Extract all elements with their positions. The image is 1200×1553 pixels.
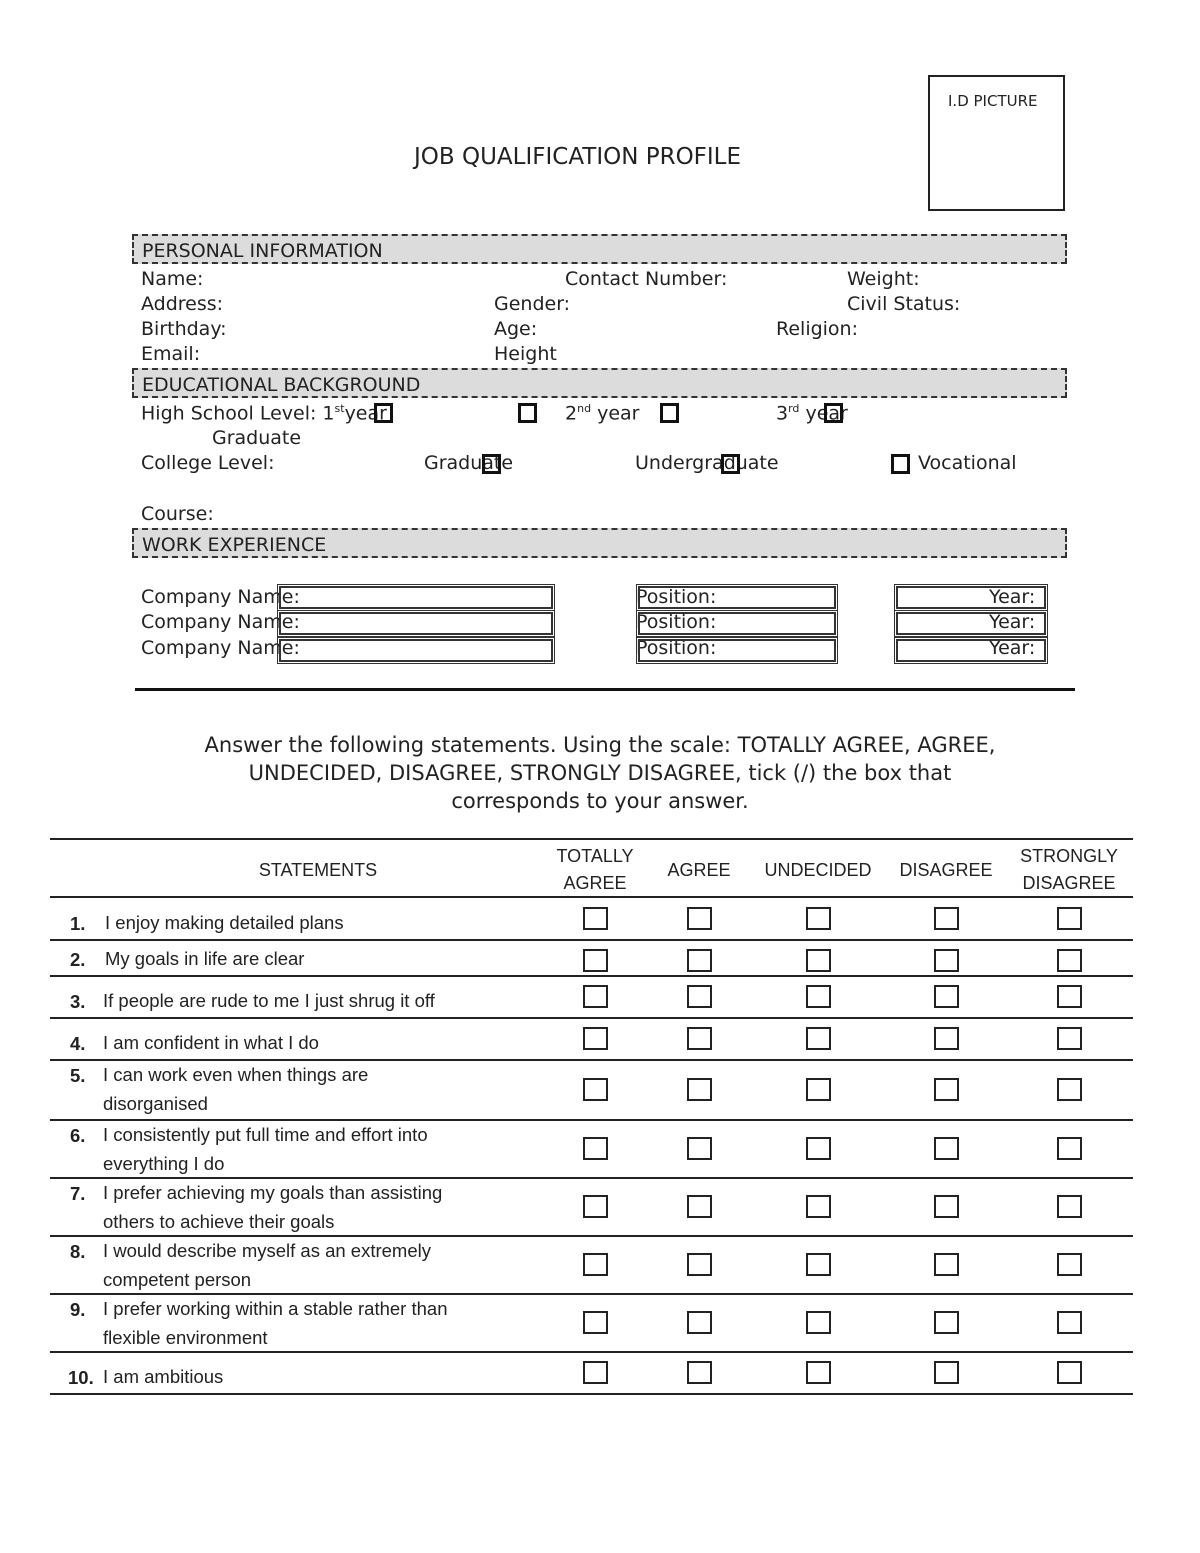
- section-divider: [135, 688, 1075, 691]
- table-top-border: [50, 838, 1133, 840]
- rating-checkbox-disagree[interactable]: [934, 1361, 959, 1384]
- rating-checkbox-undecided[interactable]: [806, 1195, 831, 1218]
- rating-checkbox-totally-agree[interactable]: [583, 1078, 608, 1101]
- college-undergraduate-label: Undergraduate: [635, 452, 779, 474]
- rating-checkbox-disagree[interactable]: [934, 1137, 959, 1160]
- rating-checkbox-totally-agree[interactable]: [583, 1195, 608, 1218]
- statement-text: [103, 986, 435, 1015]
- year-label: Year:: [989, 586, 1036, 608]
- rating-checkbox-totally-agree[interactable]: [583, 1027, 608, 1050]
- statement-number: 6.: [70, 1125, 86, 1146]
- rating-checkbox-undecided[interactable]: [806, 1311, 831, 1334]
- header-totally-agree: TOTALLY AGREE: [556, 846, 634, 893]
- year-field[interactable]: [896, 586, 1046, 609]
- header-statements: STATEMENTS: [258, 860, 378, 880]
- statement-number: 4.: [70, 1033, 86, 1054]
- college-graduate-label: Graduate: [424, 452, 514, 474]
- header-disagree: DISAGREE: [899, 860, 993, 880]
- course-label: Course:: [141, 503, 214, 525]
- rating-checkbox-undecided[interactable]: [806, 1137, 831, 1160]
- age-label: Age:: [494, 318, 538, 340]
- rating-checkbox-agree[interactable]: [687, 1195, 712, 1218]
- rating-checkbox-undecided[interactable]: [806, 907, 831, 930]
- statement-line: disorganised: [103, 1093, 208, 1114]
- instruction-line: corresponds to your answer.: [451, 789, 749, 813]
- instruction-line: UNDECIDED, DISAGREE, STRONGLY DISAGREE, tick (/) the box that: [248, 761, 952, 785]
- statement-number: 5.: [70, 1065, 86, 1086]
- rating-checkbox-undecided[interactable]: [806, 985, 831, 1008]
- statement-number: 10.: [68, 1367, 94, 1388]
- company-name-label: Company Name:: [141, 611, 300, 633]
- personal-info-heading: PERSONAL INFORMATION: [142, 240, 383, 262]
- rating-checkbox-undecided[interactable]: [806, 1027, 831, 1050]
- rating-checkbox-undecided[interactable]: [806, 1361, 831, 1384]
- weight-label: Weight:: [847, 268, 920, 290]
- position-label: Position:: [636, 586, 717, 608]
- row-divider: [50, 975, 1133, 977]
- gender-label: Gender:: [494, 293, 571, 315]
- rating-checkbox-strongly-disagree[interactable]: [1057, 1078, 1082, 1101]
- statement-line: I am ambitious: [103, 1366, 224, 1387]
- height-label: Height: [494, 343, 557, 365]
- hs-1st-year-checkbox[interactable]: [374, 403, 393, 423]
- civil-status-label: Civil Status:: [847, 293, 961, 315]
- birthday-label: Birthday:: [141, 318, 227, 340]
- rating-checkbox-strongly-disagree[interactable]: [1057, 949, 1082, 972]
- statement-text: [105, 944, 304, 973]
- statement-number: 1.: [70, 913, 86, 934]
- company-name-field[interactable]: [279, 612, 553, 635]
- table-header-border: [50, 896, 1133, 898]
- instructions: [0, 731, 1200, 815]
- statement-line: competent person: [103, 1269, 252, 1290]
- company-name-label: Company Name:: [141, 586, 300, 608]
- rating-checkbox-agree[interactable]: [687, 1078, 712, 1101]
- year-label: Year:: [989, 637, 1036, 659]
- company-name-field[interactable]: [279, 639, 553, 662]
- rating-checkbox-agree[interactable]: [687, 1361, 712, 1384]
- statement-text: [103, 1362, 223, 1391]
- rating-checkbox-disagree[interactable]: [934, 949, 959, 972]
- id-picture-box: [928, 75, 1065, 211]
- contact-number-label: Contact Number:: [565, 268, 728, 290]
- rating-checkbox-strongly-disagree[interactable]: [1057, 985, 1082, 1008]
- hs-graduate-label: Graduate: [212, 427, 302, 449]
- statement-line: flexible environment: [103, 1327, 268, 1348]
- work-experience-band: [132, 528, 1067, 558]
- rating-checkbox-disagree[interactable]: [934, 1195, 959, 1218]
- email-label: Email:: [141, 343, 201, 365]
- rating-checkbox-agree[interactable]: [687, 985, 712, 1008]
- position-field[interactable]: [638, 612, 836, 635]
- company-name-field[interactable]: [279, 586, 553, 609]
- year-label: Year:: [989, 611, 1036, 633]
- position-label: Position:: [636, 637, 717, 659]
- header-agree: AGREE: [667, 860, 731, 880]
- statement-number: 8.: [70, 1241, 86, 1262]
- position-field[interactable]: [638, 639, 836, 662]
- row-divider: [50, 1393, 1133, 1395]
- statement-line: I consistently put full time and effort into: [103, 1124, 428, 1145]
- id-picture-label: I.D PICTURE: [948, 92, 1038, 110]
- statement-line: I enjoy making detailed plans: [105, 912, 344, 933]
- rating-checkbox-totally-agree[interactable]: [583, 1137, 608, 1160]
- college-level-label: College Level:: [141, 452, 275, 474]
- rating-checkbox-strongly-disagree[interactable]: [1057, 1137, 1082, 1160]
- row-divider: [50, 939, 1133, 941]
- education-band: [132, 368, 1067, 398]
- rating-checkbox-strongly-disagree[interactable]: [1057, 907, 1082, 930]
- statement-line: I can work even when things are: [103, 1064, 369, 1085]
- rating-checkbox-disagree[interactable]: [934, 1027, 959, 1050]
- statement-line: My goals in life are clear: [105, 948, 305, 969]
- statement-text: [103, 1236, 431, 1294]
- rating-checkbox-totally-agree[interactable]: [583, 1361, 608, 1384]
- statement-number: 3.: [70, 991, 86, 1012]
- college-vocational-checkbox[interactable]: [891, 454, 910, 474]
- hs-2nd-year-label: 2nd year: [565, 402, 640, 425]
- year-field[interactable]: [896, 612, 1046, 635]
- statement-text: [103, 1178, 442, 1236]
- rating-checkbox-undecided[interactable]: [806, 1253, 831, 1276]
- statement-line: I would describe myself as an extremely: [103, 1240, 431, 1261]
- rating-checkbox-disagree[interactable]: [934, 1078, 959, 1101]
- hs-3rd-year-label: 3rd year: [776, 402, 848, 425]
- college-vocational-label: Vocational: [918, 452, 1017, 474]
- rating-checkbox-disagree[interactable]: [934, 1311, 959, 1334]
- rating-checkbox-strongly-disagree[interactable]: [1057, 1361, 1082, 1384]
- statement-text: [105, 908, 344, 937]
- statement-number: 7.: [70, 1183, 86, 1204]
- high-school-label: High School Level: 1styear: [141, 402, 387, 425]
- rating-checkbox-totally-agree[interactable]: [583, 949, 608, 972]
- personal-info-band: [132, 234, 1067, 264]
- hs-graduate-checkbox[interactable]: [518, 403, 537, 423]
- rating-checkbox-totally-agree[interactable]: [583, 1311, 608, 1334]
- row-divider: [50, 1351, 1133, 1353]
- header-strongly-disagree: STRONGLY DISAGREE: [1020, 846, 1118, 893]
- statement-text: [103, 1120, 428, 1178]
- statement-line: everything I do: [103, 1153, 225, 1174]
- instruction-line: Answer the following statements. Using the scale: TOTALLY AGREE, AGREE,: [204, 733, 996, 757]
- work-experience-heading: WORK EXPERIENCE: [142, 534, 327, 556]
- rating-checkbox-strongly-disagree[interactable]: [1057, 1311, 1082, 1334]
- rating-checkbox-strongly-disagree[interactable]: [1057, 1027, 1082, 1050]
- college-undergraduate-checkbox[interactable]: [721, 454, 740, 474]
- rating-checkbox-agree[interactable]: [687, 1253, 712, 1276]
- rating-checkbox-agree[interactable]: [687, 1027, 712, 1050]
- rating-checkbox-disagree[interactable]: [934, 1253, 959, 1276]
- rating-checkbox-undecided[interactable]: [806, 1078, 831, 1101]
- statement-number: 9.: [70, 1299, 86, 1320]
- hs-3rd-year-checkbox[interactable]: [824, 403, 843, 423]
- statement-line: others to achieve their goals: [103, 1211, 335, 1232]
- year-field[interactable]: [896, 639, 1046, 662]
- statement-text: [103, 1294, 447, 1352]
- name-label: Name:: [141, 268, 204, 290]
- rating-checkbox-undecided[interactable]: [806, 949, 831, 972]
- rating-checkbox-totally-agree[interactable]: [583, 907, 608, 930]
- rating-checkbox-agree[interactable]: [687, 949, 712, 972]
- education-heading: EDUCATIONAL BACKGROUND: [142, 374, 421, 396]
- hs-2nd-year-checkbox[interactable]: [660, 403, 679, 423]
- address-label: Address:: [141, 293, 224, 315]
- rating-checkbox-agree[interactable]: [687, 1137, 712, 1160]
- header-undecided: UNDECIDED: [764, 860, 872, 880]
- college-graduate-checkbox[interactable]: [482, 454, 501, 474]
- statement-line: I prefer working within a stable rather than: [103, 1298, 448, 1319]
- rating-checkbox-disagree[interactable]: [934, 985, 959, 1008]
- statement-line: I prefer achieving my goals than assisting: [103, 1182, 443, 1203]
- statement-text: [103, 1028, 319, 1057]
- rating-checkbox-agree[interactable]: [687, 907, 712, 930]
- company-name-label: Company Name:: [141, 637, 300, 659]
- rating-checkbox-totally-agree[interactable]: [583, 985, 608, 1008]
- page-title: JOB QUALIFICATION PROFILE: [414, 144, 742, 170]
- row-divider: [50, 1017, 1133, 1019]
- statement-line: If people are rude to me I just shrug it off: [103, 990, 435, 1011]
- rating-checkbox-agree[interactable]: [687, 1311, 712, 1334]
- position-field[interactable]: [638, 586, 836, 609]
- rating-checkbox-disagree[interactable]: [934, 907, 959, 930]
- statement-number: 2.: [70, 949, 86, 970]
- statement-text: [103, 1060, 368, 1118]
- religion-label: Religion:: [776, 318, 859, 340]
- rating-checkbox-strongly-disagree[interactable]: [1057, 1253, 1082, 1276]
- rating-checkbox-strongly-disagree[interactable]: [1057, 1195, 1082, 1218]
- statement-line: I am confident in what I do: [103, 1032, 319, 1053]
- rating-checkbox-totally-agree[interactable]: [583, 1253, 608, 1276]
- position-label: Position:: [636, 611, 717, 633]
